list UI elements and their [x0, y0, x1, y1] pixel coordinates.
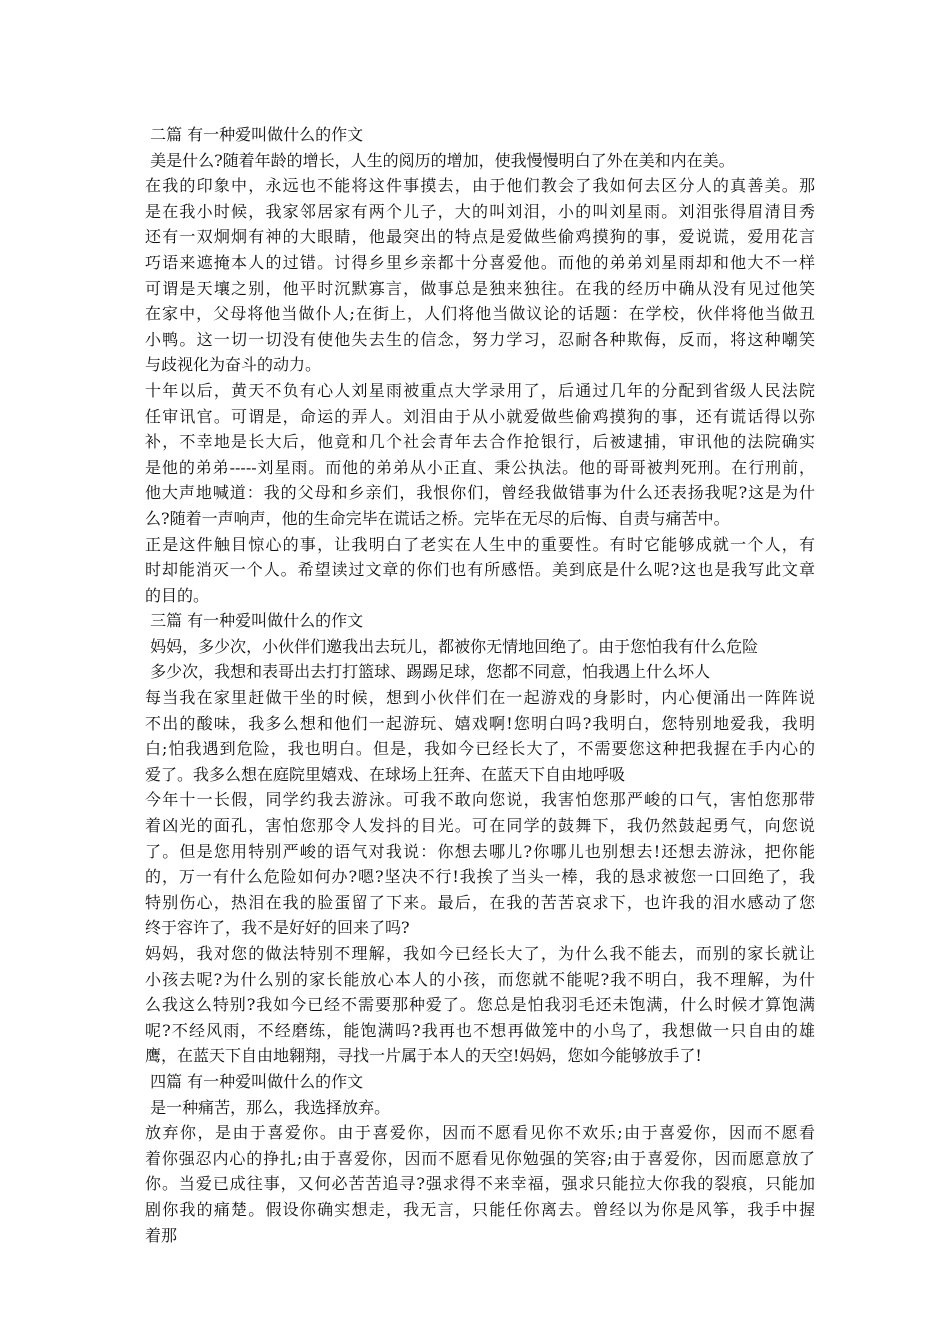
paragraph-line: 今年十一长假，同学约我去游泳。可我不敢向您说，我害怕您那严峻的口气，害怕您那带 — [145, 790, 815, 810]
paragraph-line: 着那 — [145, 1225, 178, 1245]
section-title: 二篇 有一种爱叫做什么的作文 — [145, 125, 364, 144]
paragraph-line: 每当我在家里赶做干坐的时候，想到小伙伴们在一起游戏的身影时，内心便涌出一阵阵说 — [145, 688, 815, 708]
paragraph-line: 着凶光的面孔，害怕您那令人发抖的目光。可在同学的鼓舞下，我仍然鼓起勇气，向您说 — [145, 816, 815, 836]
paragraph-line: 么?随着一声响声，他的生命完毕在谎话之桥。完毕在无尽的后悔、自责与痛苦中。 — [145, 508, 730, 528]
paragraph-line: 小孩去呢?为什么别的家长能放心本人的小孩，而您就不能呢?我不明白，我不理解，为什 — [145, 969, 815, 989]
paragraph-line: 剧你我的痛楚。假设你确实想走，我无言，只能任你离去。曾经以为你是风筝，我手中握 — [145, 1199, 815, 1219]
paragraph-line: 了。但是您用特别严峻的语气对我说：你想去哪儿?你哪儿也别想去!还想去游泳，把你能 — [145, 841, 815, 861]
paragraph-line: 正是这件触目惊心的事，让我明白了老实在人生中的重要性。有时它能够成就一个人，有 — [145, 534, 815, 554]
paragraph-line: 的目的。 — [145, 585, 210, 605]
paragraph-line: 特别伤心，热泪在我的脸蛋留了下来。最后，在我的苦苦哀求下，也许我的泪水感动了您 — [145, 892, 815, 912]
paragraph-line: 十年以后，黄天不负有心人刘星雨被重点大学录用了，后通过几年的分配到省级人民法院 — [145, 380, 815, 400]
document-body — [145, 122, 815, 1248]
paragraph-line: 鹰，在蓝天下自由地翱翔，寻找一片属于本人的天空!妈妈，您如今能够放手了! — [145, 1046, 702, 1066]
paragraph-line: 还有一双炯炯有神的大眼睛，他最突出的特点是爱做些偷鸡摸狗的事，爱说谎，爱用花言 — [145, 227, 815, 247]
paragraph-line: 他大声地喊道：我的父母和乡亲们，我恨你们，曾经我做错事为什么还表扬我呢?这是为什 — [145, 483, 815, 503]
section-3 — [145, 608, 815, 1069]
paragraph-line: 的，万一有什么危险如何办?嗯?坚决不行!我挨了当头一棒，我的恳求被您一口回绝了，我 — [145, 867, 815, 887]
section-2 — [145, 122, 815, 608]
paragraph-line: 么我这么特别?我如今已经不需要那种爱了。您总是怕我羽毛还未饱满，什么时候才算饱满 — [145, 995, 815, 1015]
paragraph-line: 在我的印象中，永远也不能将这件事摸去，由于他们教会了我如何去区分人的真善美。那 — [145, 176, 815, 196]
paragraph-line: 小鸭。这一切一切没有使他失去生的信念，努力学习，忍耐各种欺侮，反而，将这种嘲笑 — [145, 329, 815, 349]
paragraph-line: 巧语来遮掩本人的过错。讨得乡里乡亲都十分喜爱他。而他的弟弟刘星雨却和他大不一样 — [145, 252, 815, 272]
paragraph-line: 白;怕我遇到危险，我也明白。但是，我如今已经长大了，不需要您这种把我握在手内心的 — [145, 739, 815, 759]
paragraph-line: 妈妈，多少次，小伙伴们邀我出去玩儿，都被你无情地回绝了。由于您怕我有什么危险 — [145, 636, 759, 656]
paragraph-line: 是一种痛苦，那么，我选择放弃。 — [145, 1097, 391, 1117]
paragraph-line: 美是什么?随着年龄的增长，人生的阅历的增加，使我慢慢明白了外在美和内在美。 — [145, 150, 735, 170]
paragraph-line: 呢?不经风雨，不经磨练，能饱满吗?我再也不想再做笼中的小鸟了，我想做一只自由的雄 — [145, 1020, 815, 1040]
paragraph-line: 与歧视化为奋斗的动力。 — [145, 355, 322, 375]
paragraph-line: 是他的弟弟-----刘星雨。而他的弟弟从小正直、秉公执法。他的哥哥被判死刑。在行刑前， — [145, 457, 815, 477]
section-4 — [145, 1069, 815, 1248]
section-title: 三篇 有一种爱叫做什么的作文 — [145, 611, 364, 631]
paragraph-line: 多少次，我想和表哥出去打打篮球、踢踢足球，您都不同意，怕我遇上什么坏人 — [145, 662, 711, 682]
paragraph-line: 是在我小时候，我家邻居家有两个儿子，大的叫刘泪，小的叫刘星雨。刘泪张得眉清目秀 — [145, 201, 815, 221]
paragraph-line: 爱了。我多么想在庭院里嬉戏、在球场上狂奔、在蓝天下自由地呼吸 — [145, 764, 626, 784]
paragraph-line: 着你强忍内心的挣扎;由于喜爱你，因而不愿看见你勉强的笑容;由于喜爱你，因而愿意放了 — [145, 1148, 815, 1168]
paragraph-line: 不出的酸味，我多么想和他们一起游玩、嬉戏啊!您明白吗?我明白，您特别地爱我，我明 — [145, 713, 815, 733]
paragraph-line: 任审讯官。可谓是，命运的弄人。刘泪由于从小就爱做些偷鸡摸狗的事，还有谎话得以弥 — [145, 406, 815, 426]
paragraph-line: 时却能消灭一个人。希望读过文章的你们也有所感悟。美到底是什么呢?这也是我写此文章 — [145, 560, 815, 580]
paragraph-line: 在家中，父母将他当做仆人;在街上，人们将他当做议论的话题：在学校，伙伴将他当做丑 — [145, 304, 815, 324]
paragraph-line: 放弃你，是由于喜爱你。由于喜爱你，因而不愿看见你不欢乐;由于喜爱你，因而不愿看 — [145, 1123, 815, 1143]
paragraph-line: 妈妈，我对您的做法特别不理解，我如今已经长大了，为什么我不能去，而别的家长就让 — [145, 944, 815, 963]
paragraph-line: 你。当爱已成往事，又何必苦苦追寻?强求得不来幸福，强求只能拉大你我的裂痕，只能加 — [145, 1174, 815, 1194]
paragraph-line: 可谓是天壤之别，他平时沉默寡言，做事总是独来独往。在我的经历中确从没有见过他笑 — [145, 278, 815, 298]
paragraph-line: 终于容许了，我不是好好的回来了吗? — [145, 918, 410, 938]
section-title: 四篇 有一种爱叫做什么的作文 — [145, 1071, 364, 1091]
paragraph-line: 补，不幸地是长大后，他竟和几个社会青年去合作抢银行，后被逮捕，审讯他的法院确实 — [145, 432, 815, 452]
